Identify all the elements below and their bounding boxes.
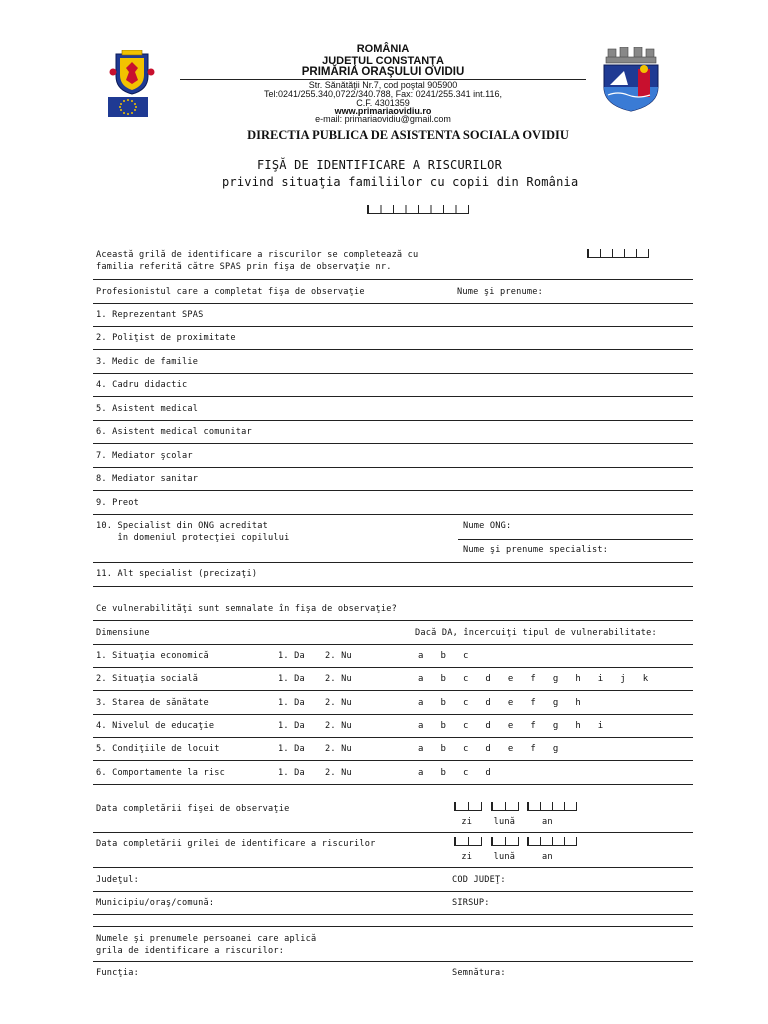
divider — [93, 867, 693, 868]
divider — [93, 961, 693, 962]
no-option[interactable]: 2. Nu — [325, 674, 352, 684]
form-subtitle: privind situaţia familiilor cu copii din România — [222, 175, 579, 189]
professional-header: Profesionistul care a completat fişa de observaţie — [96, 287, 365, 297]
divider — [93, 644, 693, 645]
divider — [93, 832, 693, 833]
professional-item: 3. Medic de familie — [96, 357, 199, 367]
date-part-labels: zi lună an — [456, 852, 553, 862]
divider — [93, 690, 693, 691]
no-option[interactable]: 2. Nu — [325, 651, 352, 661]
yes-option[interactable]: 1. Da — [278, 651, 305, 661]
professional-item: 4. Cadru didactic — [96, 380, 188, 390]
year-boxes[interactable] — [527, 802, 577, 811]
divider — [93, 443, 693, 444]
no-option[interactable]: 2. Nu — [325, 698, 352, 708]
vulnerability-letters[interactable]: a b c d e f g h i — [418, 721, 604, 731]
dimension-name: 6. Comportamente la risc — [96, 768, 225, 778]
date-grid-label: Data completării grilei de identificare a riscurilor — [96, 839, 376, 849]
day-boxes[interactable] — [454, 837, 482, 846]
professional-item: 1. Reprezentant SPAS — [96, 310, 204, 320]
ong-specialist-line-2: în domeniul protecţiei copilului — [96, 533, 290, 543]
yes-option[interactable]: 1. Da — [278, 768, 305, 778]
intro-line-1: Această grilă de identificare a riscurilor se completează cu — [96, 250, 419, 260]
divider — [93, 586, 693, 587]
county-code-label: COD JUDEŢ: — [452, 875, 506, 885]
divider — [93, 279, 693, 280]
yes-option[interactable]: 1. Da — [278, 721, 305, 731]
header-county: JUDEŢUL CONSTANŢA — [322, 55, 444, 67]
professional-item: 7. Mediator şcolar — [96, 451, 193, 461]
divider — [93, 737, 693, 738]
divider — [93, 760, 693, 761]
year-boxes[interactable] — [527, 837, 577, 846]
header-country: ROMÂNIA — [356, 43, 410, 55]
header-phone: Tel:0241/255.340,0722/340.788, Fax: 0241/255.341 int.116, — [263, 89, 503, 99]
applicant-line-2: grila de identificare a riscurilor: — [96, 946, 285, 956]
date-observation-label: Data completării fişei de observaţie — [96, 804, 290, 814]
dimension-name: 5. Condiţiile de locuit — [96, 744, 220, 754]
day-boxes[interactable] — [454, 802, 482, 811]
signature-label: Semnătura: — [452, 968, 506, 978]
dimension-name: 3. Starea de sănătate — [96, 698, 209, 708]
divider — [93, 784, 693, 785]
county-label: Judeţul: — [96, 875, 139, 885]
divider — [93, 420, 693, 421]
professional-item: 8. Mediator sanitar — [96, 474, 199, 484]
divider — [93, 667, 693, 668]
no-option[interactable]: 2. Nu — [325, 721, 352, 731]
vulnerability-letters[interactable]: a b c d — [418, 768, 492, 778]
divider — [93, 349, 693, 350]
department-title: DIRECTIA PUBLICA DE ASISTENTA SOCIALA OVIDIU — [247, 128, 569, 142]
ong-name-label: Nume ONG: — [463, 521, 512, 531]
name-header: Nume şi prenume: — [457, 287, 543, 297]
observation-number-boxes[interactable] — [587, 249, 649, 258]
header-address: Str. Sănătăţii Nr.7, cod poştal 905900 — [308, 80, 458, 90]
date-part-labels: zi lună an — [456, 817, 553, 827]
municipality-label: Municipiu/oraş/comună: — [96, 898, 215, 908]
divider — [93, 303, 693, 304]
sirsup-label: SIRSUP: — [452, 898, 490, 908]
divider — [93, 373, 693, 374]
divider — [93, 396, 693, 397]
professional-item: 9. Preot — [96, 498, 139, 508]
intro-line-2: familia referită către SPAS prin fişa de observaţie nr. — [96, 262, 392, 272]
divider — [93, 562, 693, 563]
header-website: www.primariaovidiu.ro — [334, 106, 432, 116]
month-boxes[interactable] — [491, 837, 519, 846]
dimension-name: 1. Situaţia economică — [96, 651, 209, 661]
professional-item: 2. Poliţist de proximitate — [96, 333, 236, 343]
divider — [93, 620, 693, 621]
romania-coat-of-arms-icon — [108, 50, 156, 96]
divider — [93, 891, 693, 892]
function-label: Funcţia: — [96, 968, 139, 978]
header-institution: PRIMĂRIA ORAŞULUI OVIDIU — [301, 66, 465, 78]
ong-specialist-name-label: Nume şi prenume specialist: — [463, 545, 609, 555]
vulnerability-letters[interactable]: a b c d e f g h i j k — [418, 674, 649, 684]
ong-specialist-line-1: 10. Specialist din ONG acreditat — [96, 521, 268, 531]
dimension-name: 2. Situaţia socială — [96, 674, 199, 684]
no-option[interactable]: 2. Nu — [325, 744, 352, 754]
eu-flag-icon — [108, 97, 148, 117]
professional-item: 5. Asistent medical — [96, 404, 199, 414]
divider — [93, 514, 693, 515]
header-cf: C.F. 4301359 — [356, 98, 410, 108]
form-title: FIŞĂ DE IDENTIFICARE A RISCURILOR — [257, 158, 503, 172]
vulnerability-letters[interactable]: a b c — [418, 651, 469, 661]
header-email: e-mail: primariaovidiu@gmail.com — [315, 114, 451, 124]
dimension-header: Dimensiune — [96, 628, 150, 638]
vulnerability-type-header: Dacă DA, încercuiţi tipul de vulnerabilitate: — [415, 628, 657, 638]
vulnerability-letters[interactable]: a b c d e f g h — [418, 698, 581, 708]
professional-item: 6. Asistent medical comunitar — [96, 427, 252, 437]
form-number-boxes[interactable] — [367, 205, 469, 214]
divider — [93, 714, 693, 715]
divider — [93, 914, 693, 915]
yes-option[interactable]: 1. Da — [278, 744, 305, 754]
dimension-name: 4. Nivelul de educaţie — [96, 721, 215, 731]
ovidiu-coat-of-arms-icon — [598, 47, 664, 113]
month-boxes[interactable] — [491, 802, 519, 811]
divider — [93, 490, 693, 491]
ong-divider — [458, 539, 693, 540]
divider — [93, 467, 693, 468]
divider — [93, 326, 693, 327]
no-option[interactable]: 2. Nu — [325, 768, 352, 778]
vulnerability-question: Ce vulnerabilităţi sunt semnalate în fişa de observaţie? — [96, 604, 397, 614]
vulnerability-letters[interactable]: a b c d e f g — [418, 744, 559, 754]
applicant-line-1: Numele şi prenumele persoanei care aplică — [96, 934, 317, 944]
yes-option[interactable]: 1. Da — [278, 698, 305, 708]
divider — [93, 926, 693, 927]
yes-option[interactable]: 1. Da — [278, 674, 305, 684]
other-specialist: 11. Alt specialist (precizaţi) — [96, 569, 258, 579]
